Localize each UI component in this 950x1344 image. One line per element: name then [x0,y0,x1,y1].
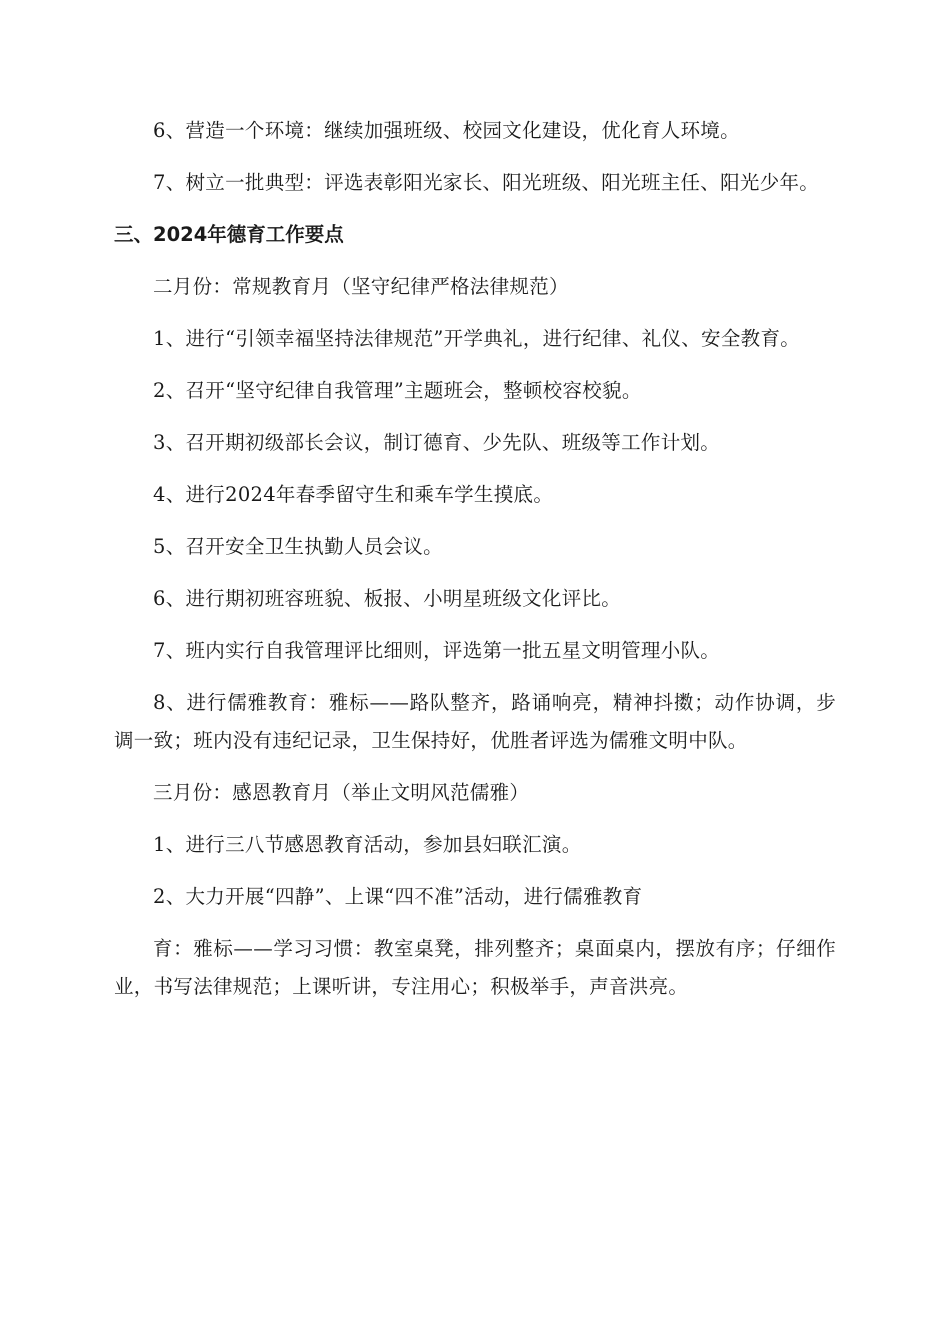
paragraph: 2、大力开展“四静”、上课“四不准”活动，进行儒雅教育 [153,885,643,908]
paragraph: 3、召开期初级部长会议，制订德育、少先队、班级等工作计划。 [153,431,721,454]
paragraph: 2、召开“坚守纪律自我管理”主题班会，整顿校容校貌。 [153,379,642,402]
paragraph: 育：雅标——学习习惯：教室桌凳，排列整齐；桌面桌内，摆放有序；仔细作业，书写法律规范；上课听讲，专注用心；积极举手，声音洪亮。 [114,937,836,998]
section-heading: 三、2024年德育工作要点 [114,223,344,246]
paragraph: 1、进行“引领幸福坚持法律规范”开学典礼，进行纪律、礼仪、安全教育。 [153,327,801,350]
paragraph: 三月份：感恩教育月（举止文明风范儒雅） [153,781,530,804]
document-page [114,112,836,1020]
paragraph: 7、班内实行自我管理评比细则，评选第一批五星文明管理小队。 [153,639,721,662]
paragraph: 4、进行2024年春季留守生和乘车学生摸底。 [153,483,554,506]
paragraph: 1、进行三八节感恩教育活动，参加县妇联汇演。 [153,833,582,856]
paragraph: 6、营造一个环境：继续加强班级、校园文化建设，优化育人环境。 [153,119,740,142]
paragraph: 5、召开安全卫生执勤人员会议。 [153,535,443,558]
paragraph: 二月份：常规教育月（坚守纪律严格法律规范） [153,275,569,298]
paragraph: 7、树立一批典型：评选表彰阳光家长、阳光班级、阳光班主任、阳光少年。 [153,171,820,194]
paragraph: 6、进行期初班容班貌、板报、小明星班级文化评比。 [153,587,622,610]
paragraph: 8、进行儒雅教育：雅标——路队整齐，路诵响亮，精神抖擞；动作协调，步调一致；班内没有违纪记录，卫生保持好，优胜者评选为儒雅文明中队。 [114,691,836,752]
